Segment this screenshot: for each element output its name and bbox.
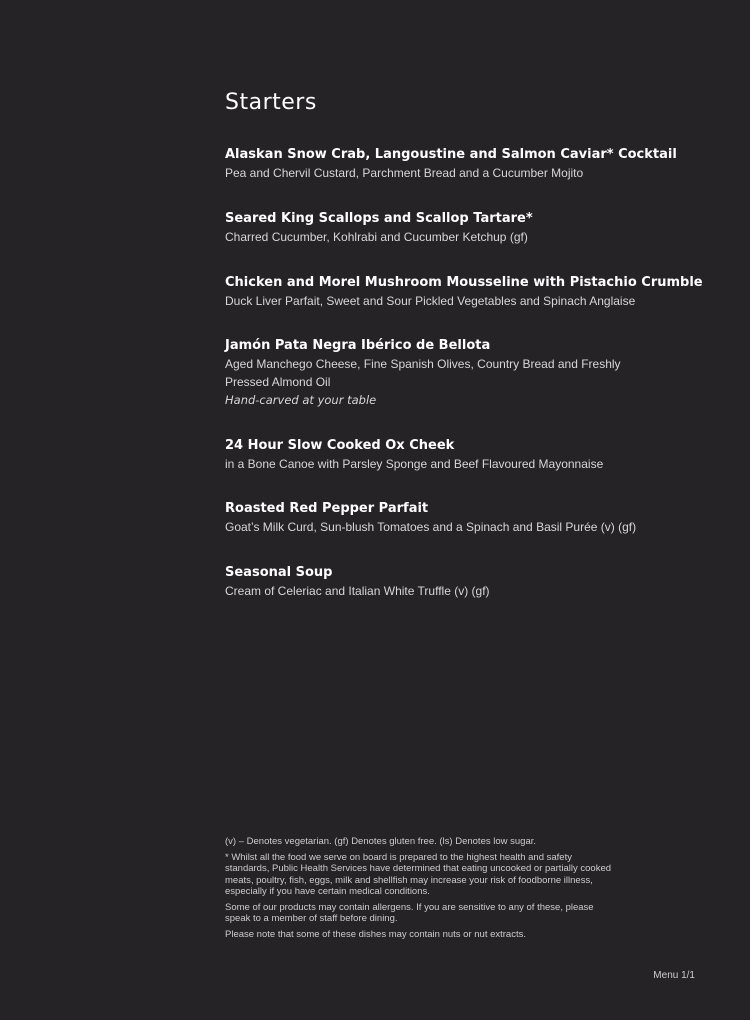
dish-note: Hand-carved at your table [225,393,377,407]
dish-item [225,437,695,473]
dish-item [225,500,695,536]
dish-description: Duck Liver Parfait, Sweet and Sour Pickled Vegetables and Spinach Anglaise [225,294,636,308]
dish-item [225,146,695,182]
dish-name: Chicken and Morel Mushroom Mousseline with Pistachio Crumble [225,275,703,290]
dish-item [225,337,635,409]
dish-item [225,210,695,246]
dish-description: Pea and Chervil Custard, Parchment Bread and a Cucumber Mojito [225,166,584,180]
dish-name: Jamón Pata Negra Ibérico de Bellota [225,338,491,353]
dish-name: Roasted Red Pepper Parfait [225,501,429,516]
dietary-legend: (v) – Denotes vegetarian. (gf) Denotes gluten free. (ls) Denotes low sugar. [225,836,537,847]
dish-name: Seared King Scallops and Scallop Tartare* [225,211,533,226]
dish-description: Charred Cucumber, Kohlrabi and Cucumber Ketchup (gf) [225,230,528,244]
footnotes [225,836,615,944]
dish-description: Goat’s Milk Curd, Sun-blush Tomatoes and a Spinach and Basil Purée (v) (gf) [225,520,637,534]
page-number: Menu 1/1 [653,970,695,981]
dish-name: Seasonal Soup [225,565,333,580]
nut-notice: Please note that some of these dishes may contain nuts or nut extracts. [225,928,526,940]
allergen-notice: Some of our products may contain allergens. If you are sensitive to any of these, please speak to a member of staff before dining. [225,901,594,924]
dish-item [225,274,703,310]
raw-food-warning: * Whilst all the food we serve on board is prepared to the highest health and safety standards, Public Health Services have determined that eating uncooked or partially cooked meats, poultry, fish, eggs, milk and shellfish may increase your risk of foodborne illness, especially if you have certain medical conditions. [225,851,612,897]
dish-name: 24 Hour Slow Cooked Ox Cheek [225,438,455,453]
dish-description: Cream of Celeriac and Italian White Truffle (v) (gf) [225,584,490,598]
dish-description: Aged Manchego Cheese, Fine Spanish Olives, Country Bread and Freshly Pressed Almond Oil [225,357,621,389]
dish-name: Alaskan Snow Crab, Langoustine and Salmon Caviar* Cocktail [225,147,677,162]
dish-item [225,564,695,600]
section-title: Starters [225,90,317,115]
dish-description: in a Bone Canoe with Parsley Sponge and Beef Flavoured Mayonnaise [225,457,604,471]
